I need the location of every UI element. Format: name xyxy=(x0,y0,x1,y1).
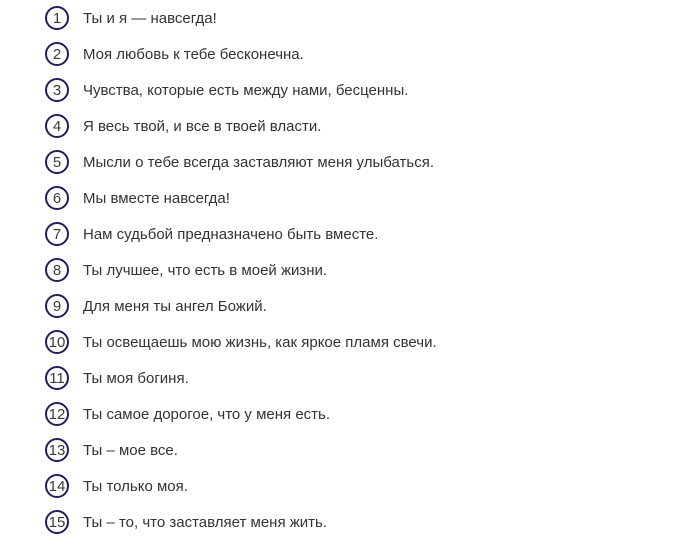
number-badge: 4 xyxy=(45,114,69,138)
list-item xyxy=(45,40,304,68)
list-item-text: Ты – мое все. xyxy=(83,441,178,459)
list-item xyxy=(45,184,230,212)
list-item xyxy=(45,436,178,464)
number-badge: 12 xyxy=(45,402,69,426)
list-item xyxy=(45,220,378,248)
list-item xyxy=(45,364,189,392)
list-item-text: Нам судьбой предназначено быть вместе. xyxy=(83,225,379,243)
list-item xyxy=(45,4,217,32)
number-badge: 10 xyxy=(45,330,69,354)
list-item-text: Ты и я — навсегда! xyxy=(83,9,217,27)
list-item xyxy=(45,508,327,536)
list-item-text: Мысли о тебе всегда заставляют меня улыбаться. xyxy=(83,153,434,171)
list-item-text: Для меня ты ангел Божий. xyxy=(83,297,267,315)
number-badge: 8 xyxy=(45,258,69,282)
list-item xyxy=(45,148,434,176)
number-badge: 13 xyxy=(45,438,69,462)
number-badge: 15 xyxy=(45,510,69,534)
list-item xyxy=(45,292,267,320)
list-item-text: Ты – то, что заставляет меня жить. xyxy=(83,513,328,531)
number-badge: 5 xyxy=(45,150,69,174)
number-badge: 11 xyxy=(45,366,69,390)
list-item xyxy=(45,472,188,500)
list-item-text: Ты моя богиня. xyxy=(83,369,189,387)
list-item-text: Ты освещаешь мою жизнь, как яркое пламя свечи. xyxy=(83,333,437,351)
list-item xyxy=(45,112,321,140)
number-badge: 1 xyxy=(45,6,69,30)
list-item xyxy=(45,400,330,428)
list-item-text: Ты только моя. xyxy=(83,477,188,495)
number-badge: 6 xyxy=(45,186,69,210)
list-item-text: Ты лучшее, что есть в моей жизни. xyxy=(83,261,328,279)
number-badge: 9 xyxy=(45,294,69,318)
list-item xyxy=(45,328,437,356)
number-badge: 7 xyxy=(45,222,69,246)
list-item-text: Мы вместе навсегда! xyxy=(83,189,230,207)
list-item xyxy=(45,76,408,104)
number-badge: 3 xyxy=(45,78,69,102)
number-badge: 14 xyxy=(45,474,69,498)
list-item-text: Ты самое дорогое, что у меня есть. xyxy=(83,405,331,423)
list-item xyxy=(45,256,327,284)
list-item-text: Моя любовь к тебе бесконечна. xyxy=(83,45,304,63)
number-badge: 2 xyxy=(45,42,69,66)
list-item-text: Я весь твой, и все в твоей власти. xyxy=(83,117,322,135)
list-item-text: Чувства, которые есть между нами, бесценны. xyxy=(83,81,409,99)
